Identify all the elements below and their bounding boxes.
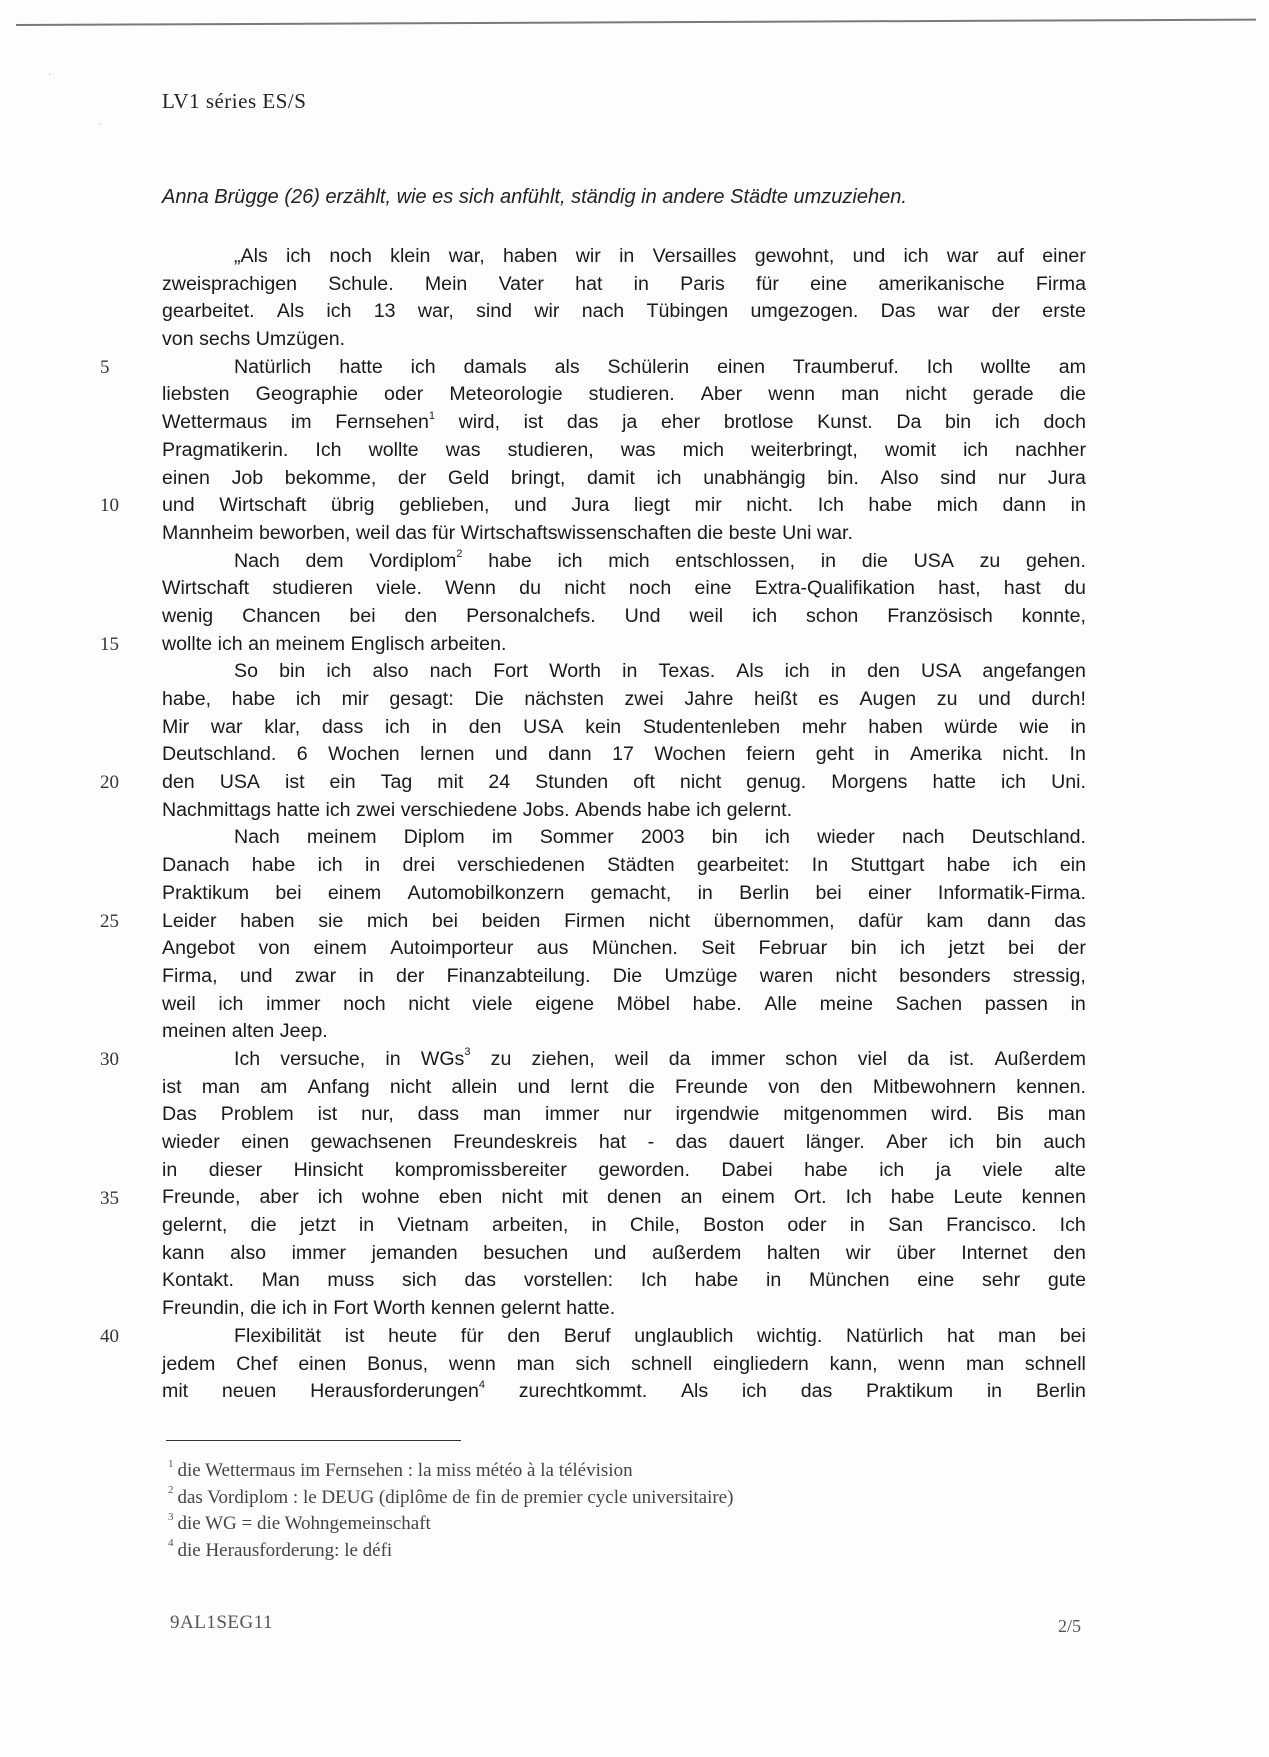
text-line: Kontakt. Man muss sich das vorstellen: Ich habe in München eine sehr gute bbox=[162, 1269, 1086, 1292]
article-body bbox=[162, 243, 1086, 1406]
footnote bbox=[168, 1511, 733, 1538]
line-number: 10 bbox=[100, 495, 119, 517]
footnote-text: die Herausforderung: le défi bbox=[177, 1539, 393, 1561]
text-line: Das Problem ist nur, dass man immer nur irgendwie mitgenommen wird. Bis man bbox=[162, 1103, 1086, 1126]
footnote-separator bbox=[166, 1440, 461, 1441]
text-line: Firma, und zwar in der Finanzabteilung. Die Umzüge waren nicht besonders stressig, bbox=[162, 964, 1086, 987]
text-line: Deutschland. 6 Wochen lernen und dann 17 Wochen feiern geht in Amerika nicht. In bbox=[162, 743, 1086, 766]
text-line: Natürlich hatte ich damals als Schülerin einen Traumberuf. Ich wollte am bbox=[234, 355, 1086, 378]
text-line: Mannheim beworben, weil das für Wirtschaftswissenschaften die beste Uni war. bbox=[162, 521, 853, 544]
text-line: Nach dem Vordiplom$^2$ habe ich mich entschlossen, in die USA zu gehen. bbox=[234, 548, 1086, 572]
text-line: Ich versuche, in WGs$^3$ zu ziehen, weil da immer schon viel da ist. Außerdem bbox=[234, 1046, 1086, 1070]
text-line: „Als ich noch klein war, haben wir in Versailles gewohnt, und ich war auf einer bbox=[234, 245, 1086, 267]
footnote-number: 2 bbox=[168, 1484, 174, 1497]
text-line: Freunde, aber ich wohne eben nicht mit denen an einem Ort. Ich habe Leute kennen bbox=[162, 1186, 1086, 1209]
line-number: 25 bbox=[100, 910, 119, 932]
line-number: 30 bbox=[100, 1049, 119, 1071]
article-subtitle: Anna Brügge (26) erzählt, wie es sich anfühlt, ständig in andere Städte umzuziehen. bbox=[162, 186, 907, 208]
text-line: und Wirtschaft übrig geblieben, und Jura liegt mir nicht. Ich habe mich dann in bbox=[162, 494, 1086, 517]
footnotes bbox=[168, 1458, 733, 1564]
footnote-number: 1 bbox=[168, 1457, 174, 1470]
text-line: Freundin, die ich in Fort Worth kennen gelernt hatte. bbox=[162, 1297, 616, 1320]
text-line: So bin ich also nach Fort Worth in Texas. Als ich in den USA angefangen bbox=[234, 660, 1086, 683]
page-number: 2/5 bbox=[1058, 1616, 1082, 1636]
text-line: Nachmittags hatte ich zwei verschiedene Jobs. Abends habe ich gelernt. bbox=[162, 798, 793, 821]
footnote-text: die WG = die Wohngemeinschaft bbox=[177, 1513, 431, 1534]
scan-speck: · bbox=[48, 70, 52, 81]
text-line: Nach meinem Diplom im Sommer 2003 bin ich wieder nach Deutschland. bbox=[234, 826, 1086, 849]
text-line: Danach habe ich in drei verschiedenen Städten gearbeitet: In Stuttgart habe ich ein bbox=[162, 854, 1086, 877]
text-line: weil ich immer noch nicht viele eigene Möbel habe. Alle meine Sachen passen in bbox=[162, 992, 1086, 1015]
footnote-text: die Wettermaus im Fernsehen : la miss météo à la télévision bbox=[177, 1460, 633, 1481]
footnote-number: 4 bbox=[168, 1537, 174, 1550]
text-line: in dieser Hinsicht kompromissbereiter geworden. Dabei habe ich ja viele alte bbox=[162, 1158, 1086, 1181]
text-line: kann also immer jemanden besuchen und außerdem halten wir über Internet den bbox=[162, 1241, 1086, 1264]
footnote bbox=[168, 1485, 733, 1512]
text-line: Leider haben sie mich bei beiden Firmen nicht übernommen, dafür kam dann das bbox=[162, 909, 1086, 932]
text-line: habe, habe ich mir gesagt: Die nächsten zwei Jahre heißt es Augen zu und durch! bbox=[162, 688, 1086, 710]
document-code: 9AL1SEG11 bbox=[170, 1612, 274, 1633]
text-line: mit neuen Herausforderungen$^4$ zurechtkommt. Als ich das Praktikum in Berlin bbox=[162, 1378, 1086, 1403]
text-line: den USA ist ein Tag mit 24 Stunden oft nicht genug. Morgens hatte ich Uni. bbox=[162, 771, 1086, 794]
line-number: 5 bbox=[100, 356, 110, 378]
text-line: von sechs Umzügen. bbox=[162, 328, 346, 351]
text-line: Angebot von einem Autoimporteur aus München. Seit Februar bin ich jetzt bei der bbox=[162, 937, 1086, 960]
text-line: wieder einen gewachsenen Freundeskreis hat - das dauert länger. Aber ich bin auch bbox=[162, 1131, 1086, 1153]
text-line: wollte ich an meinem Englisch arbeiten. bbox=[162, 632, 507, 655]
text-line: Praktikum bei einem Automobilkonzern gemacht, in Berlin bei einer Informatik-Firma. bbox=[162, 881, 1086, 904]
text-line: wenig Chancen bei den Personalchefs. Und weil ich schon Französisch konnte, bbox=[162, 604, 1086, 627]
text-line: einen Job bekomme, der Geld bringt, damit ich unabhängig bin. Also sind nur Jura bbox=[162, 466, 1086, 489]
text-line: gearbeitet. Als ich 13 war, sind wir nach Tübingen umgezogen. Das war der erste bbox=[162, 300, 1086, 323]
text-line: zweisprachigen Schule. Mein Vater hat in Paris für eine amerikanische Firma bbox=[162, 272, 1086, 295]
text-line: Wettermaus im Fernsehen$^1$ wird, ist das ja eher brotlose Kunst. Da bin ich doch bbox=[162, 409, 1086, 434]
text-line: Wirtschaft studieren viele. Wenn du nicht noch eine Extra-Qualifikation hast, hast du bbox=[162, 577, 1086, 600]
text-line: Mir war klar, dass ich in den USA kein Studentenleben mehr haben würde wie in bbox=[162, 715, 1086, 738]
text-line: gelernt, die jetzt in Vietnam arbeiten, in Chile, Boston oder in San Francisco. Ich bbox=[162, 1214, 1086, 1237]
line-number: 40 bbox=[100, 1326, 119, 1348]
text-line: liebsten Geographie oder Meteorologie studieren. Aber wenn man nicht gerade die bbox=[162, 383, 1086, 406]
text-line: ist man am Anfang nicht allein und lernt die Freunde von den Mitbewohnern kennen. bbox=[162, 1075, 1086, 1098]
text-line: Pragmatikerin. Ich wollte was studieren, was mich weiterbringt, womit ich nachher bbox=[162, 438, 1086, 461]
text-line: meinen alten Jeep. bbox=[162, 1020, 328, 1043]
line-number: 20 bbox=[100, 772, 119, 794]
footnote bbox=[168, 1458, 733, 1485]
footnote-number: 3 bbox=[168, 1510, 174, 1523]
text-line: jedem Chef einen Bonus, wenn man sich schnell eingliedern kann, wenn man schnell bbox=[162, 1352, 1086, 1375]
exam-header: LV1 séries ES/S bbox=[162, 89, 307, 113]
line-number: 15 bbox=[100, 633, 119, 655]
line-number: 35 bbox=[100, 1187, 119, 1209]
scan-edge-line bbox=[16, 19, 1256, 26]
scan-speck: · bbox=[98, 120, 102, 131]
text-line: Flexibilität ist heute für den Beruf unglaublich wichtig. Natürlich hat man bei bbox=[234, 1324, 1086, 1347]
footnote bbox=[168, 1538, 733, 1565]
footnote-text: das Vordiplom : le DEUG (diplôme de fin de premier cycle universitaire) bbox=[177, 1486, 734, 1508]
